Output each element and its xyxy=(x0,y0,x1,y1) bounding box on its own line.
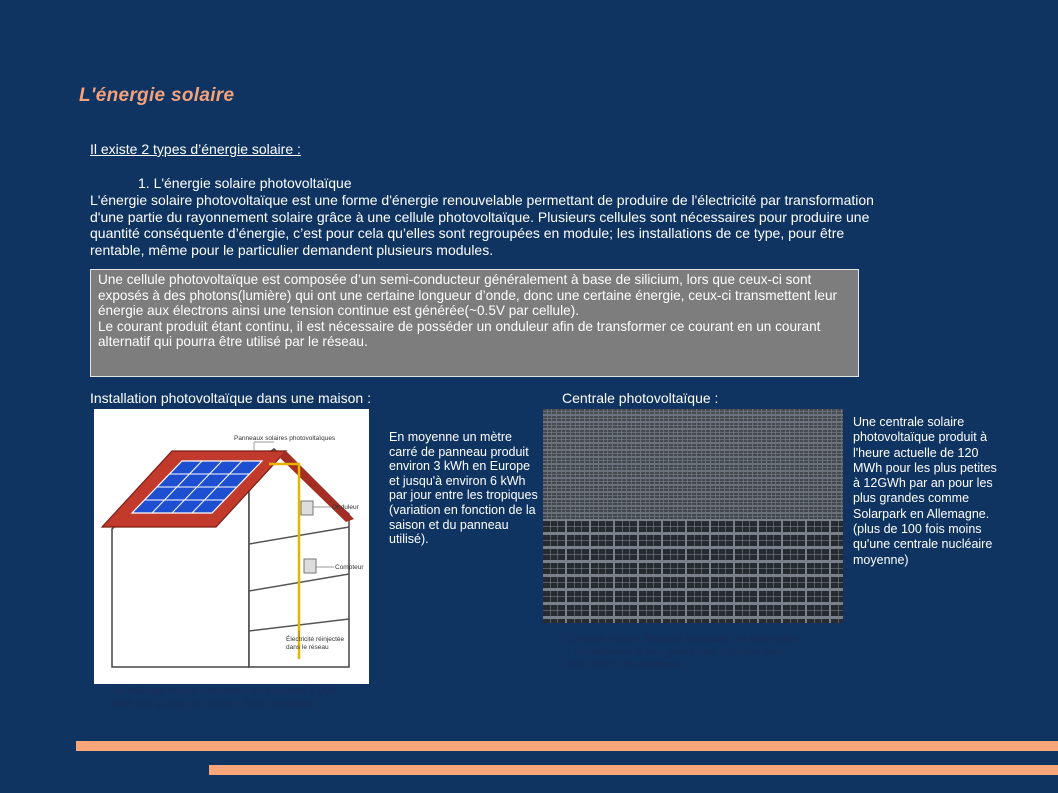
plant-production-line2: (plus de 100 fois moins qu'une centrale nucléaire moyenne) xyxy=(853,522,993,567)
label-inverter: Onduleur xyxy=(332,504,359,511)
list-item-photovoltaic: 1. L'énergie solaire photovoltaïque xyxy=(138,175,352,191)
label-grid-line2: dans le réseau xyxy=(286,644,329,651)
label-panels: Panneaux solaires photovoltaïques xyxy=(234,435,336,442)
house-production-text: En moyenne un mètre carré de panneau produit environ 3 kWh en Europe et jusqu'à environ 6 kWh par jour entre les tropiques (variation en fonction de la saison et du panneau utilisé). xyxy=(389,430,538,547)
meter-box xyxy=(304,559,316,573)
page-title: L'énergie solaire xyxy=(79,85,235,106)
house-diagram-svg xyxy=(94,409,369,684)
accent-bar-bottom xyxy=(209,765,1058,775)
photovoltaic-paragraph: L'énergie solaire photovoltaïque est une forme d'énergie renouvelable permettant de produire de l'électricité par transformation d'une partie du rayonnement solaire grâce à une cellule photovoltaïque. Plusieurs cellules sont nécessaires pour produire une quantité conséquente d’énergie, c’est pour cela qu’elles sont regroupées en module; les installations de ce type, pour être rentable, même pour le particulier demandent plusieurs modules. xyxy=(90,192,874,258)
plant-production-text xyxy=(853,415,1003,568)
solar-plant-svg xyxy=(543,409,843,623)
label-meter: Compteur xyxy=(335,564,364,571)
cell-explanation-p2: Le courant produit étant continu, il est nécessaire de posséder un onduleur afin de transformer ce courant en un courant alternatif qui pourra être utilisé par le réseau. xyxy=(98,318,821,349)
intro-text: Il existe 2 types d’énergie solaire : xyxy=(90,141,301,157)
plant-photo-note: Centrale solaire "Bavaria Solarpark" en Allemagne : actuellement le plus grand parc d’Europe avec 250 000m² de panneaux. xyxy=(568,634,798,670)
plant-caption: Centrale photovoltaïque : xyxy=(562,390,719,406)
plant-production-line1: Une centrale solaire photovoltaïque produit à l'heure actuelle de 120 MWh pour les plus petites à 12GWh par an pour les plus grandes comme Solarpark en Allemagne. xyxy=(853,415,997,521)
house-caption: Installation photovoltaïque dans une maison : xyxy=(90,390,371,406)
house-consumption-note: Un ménage moyen consomme en moyenne 3 000 kWh tout au long de l’année. (hors chauffage) xyxy=(113,686,335,710)
solar-plant-photo xyxy=(543,409,843,623)
inverter-box xyxy=(301,501,313,515)
label-grid-line1: Électricité réinjectée xyxy=(286,636,345,643)
cell-explanation-box xyxy=(90,269,859,377)
accent-bar-top xyxy=(76,741,1058,751)
house-diagram xyxy=(94,409,369,684)
cell-explanation-p1: Une cellule photovoltaïque est composée d’un semi-conducteur généralement à base de silicium, lors que ceux-ci sont exposés à des photons(lumière) qui ont une certaine longueur d’onde, donc une certaine énergie, ceux-ci transmettent leur énergie aux électrons ainsi une tension continue est générée(~0.5V par cellule). xyxy=(98,272,838,318)
